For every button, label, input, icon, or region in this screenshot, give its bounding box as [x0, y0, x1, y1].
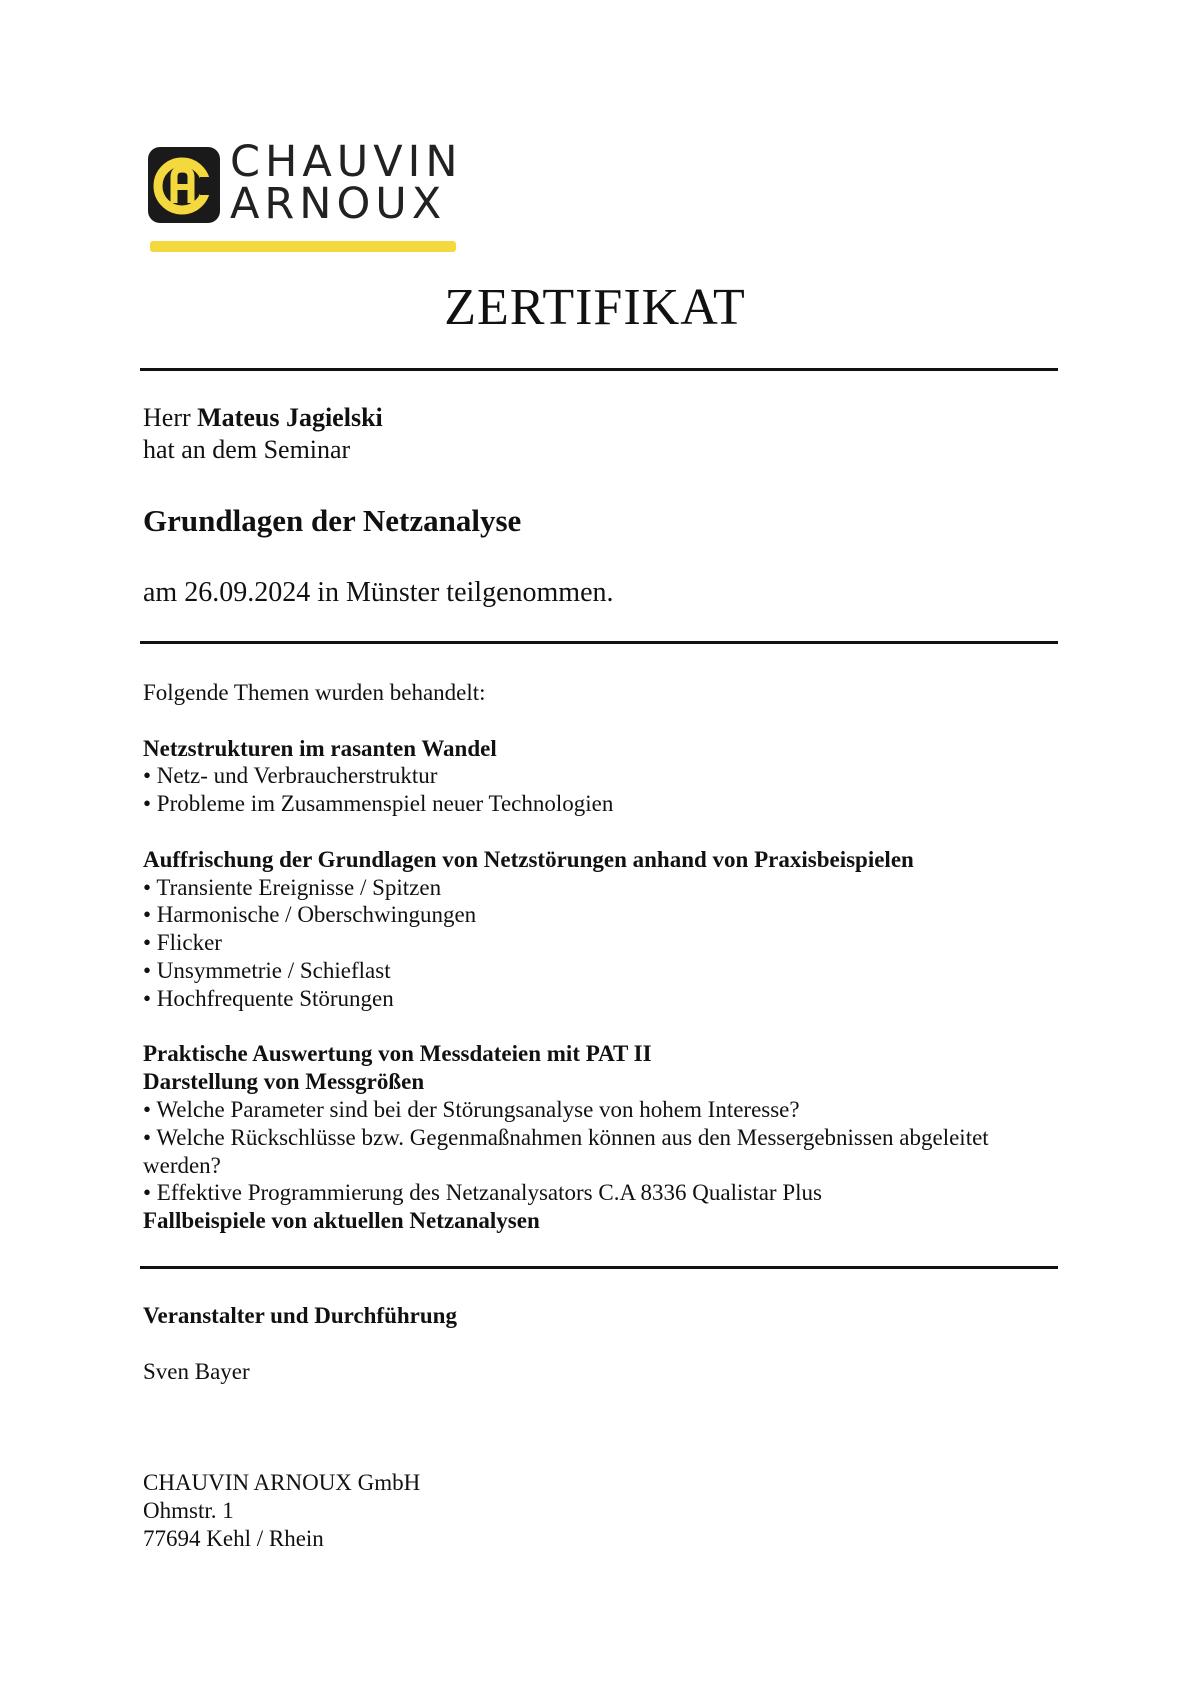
logo-line-1: CHAUVIN	[230, 137, 463, 187]
topic-subheading: Darstellung von Messgrößen	[143, 1069, 425, 1095]
topic-bullet: • Transiente Ereignisse / Spitzen	[143, 874, 442, 900]
logo-accent-bar	[150, 241, 456, 252]
logo-line-2: ARNOUX	[230, 179, 447, 229]
certificate-title: ZERTIFIKAT	[444, 279, 746, 336]
company-logo	[148, 137, 463, 257]
company-street: Ohmstr. 1	[143, 1497, 234, 1523]
divider-top	[140, 368, 1058, 371]
logo-ca-icon	[148, 147, 220, 223]
company-address	[143, 1469, 420, 1552]
topic-heading: Auffrischung der Grundlagen von Netzstörungen anhand von Praxisbeispielen	[143, 846, 914, 872]
topic-bullet: • Probleme im Zusammenspiel neuer Technologien	[143, 791, 614, 817]
topic-bullet: • Flicker	[143, 930, 222, 956]
company-name: CHAUVIN ARNOUX GmbH	[143, 1470, 421, 1495]
topic-bullet: • Effektive Programmierung des Netzanalysators C.A 8336 Qualistar Plus	[143, 1180, 822, 1206]
topic-bullet: • Netz- und Verbraucherstruktur	[143, 763, 438, 789]
topic-heading: Netzstrukturen im rasanten Wandel	[143, 735, 497, 761]
divider-middle	[140, 641, 1058, 644]
topic-bullet: • Harmonische / Oberschwingungen	[143, 902, 477, 928]
topic-bullet: • Welche Parameter sind bei der Störungsanalyse von hohem Interesse?	[143, 1096, 800, 1122]
participated-text: hat an dem Seminar	[143, 435, 351, 464]
participant-line	[143, 402, 383, 434]
organizer-heading: Veranstalter und Durchführung	[143, 1303, 457, 1328]
topic-bullet: • Hochfrequente Störungen	[143, 985, 394, 1011]
topic-bullet: • Unsymmetrie / Schieflast	[143, 957, 391, 983]
salutation: Herr	[143, 403, 191, 432]
topics-list	[143, 679, 1043, 1235]
topic-heading: Praktische Auswertung von Messdateien mit PAT II	[143, 1041, 652, 1067]
course-title: Grundlagen der Netzanalyse	[143, 503, 522, 538]
logo-wordmark	[230, 137, 463, 229]
divider-bottom	[140, 1266, 1058, 1269]
participant-name: Mateus Jagielski	[197, 403, 383, 432]
organizer-name: Sven Bayer	[143, 1359, 250, 1384]
date-location: am 26.09.2024 in Münster teilgenommen.	[143, 577, 614, 608]
participant-block	[143, 402, 383, 466]
topic-heading: Fallbeispiele von aktuellen Netzanalysen	[143, 1208, 540, 1234]
topic-bullet: • Welche Rückschlüsse bzw. Gegenmaßnahmen können aus den Messergebnissen abgeleitet werden?	[143, 1124, 989, 1178]
company-city: 77694 Kehl / Rhein	[143, 1525, 324, 1551]
topics-intro: Folgende Themen wurden behandelt:	[143, 680, 486, 705]
